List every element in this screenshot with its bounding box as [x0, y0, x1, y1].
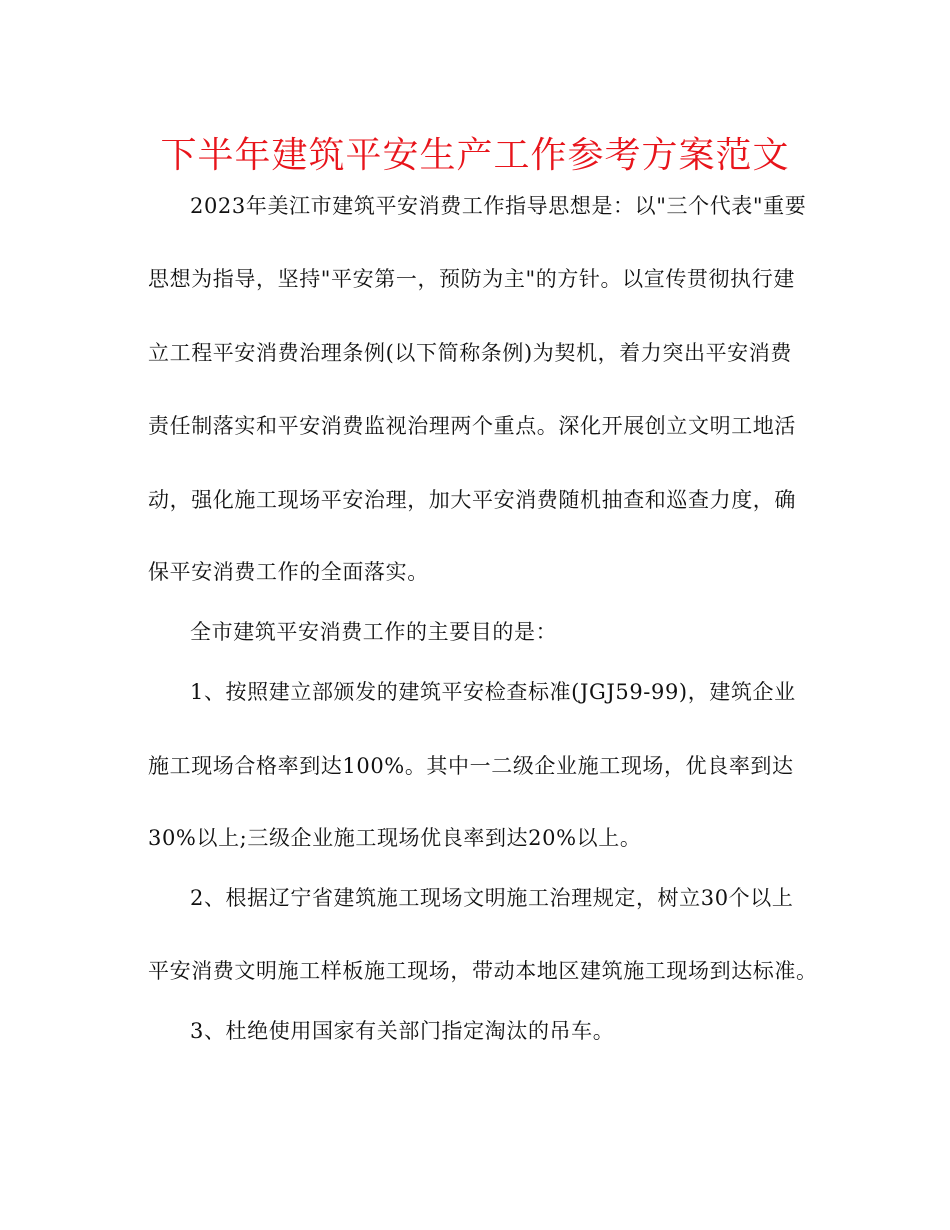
document-title: 下半年建筑平安生产工作参考方案范文 — [160, 135, 790, 176]
paragraph-line: 施工现场合格率到达100%。其中一二级企业施工现场，优良率到达 — [148, 754, 794, 778]
paragraph-line: 全市建筑平安消费工作的主要目的是： — [190, 620, 558, 644]
paragraph-line: 3、杜绝使用国家有关部门指定淘汰的吊车。 — [190, 1019, 615, 1043]
paragraph-line: 30%以上;三级企业施工现场优良率到达20%以上。 — [148, 826, 642, 850]
paragraph-line: 1、按照建立部颁发的建筑平安检查标准(JGJ59-99)，建筑企业 — [190, 680, 796, 704]
paragraph-line: 2023年美江市建筑平安消费工作指导思想是：以"三个代表"重要 — [190, 194, 807, 218]
paragraph-line: 动，强化施工现场平安治理，加大平安消费随机抽查和巡查力度，确 — [148, 488, 796, 512]
paragraph-line: 2、根据辽宁省建筑施工现场文明施工治理规定，树立30个以上 — [190, 886, 794, 910]
paragraph-line: 思想为指导，坚持"平安第一，预防为主"的方针。以宣传贯彻执行建 — [148, 267, 795, 291]
paragraph-line: 保平安消费工作的全面落实。 — [148, 560, 429, 584]
paragraph-line: 责任制落实和平安消费监视治理两个重点。深化开展创立文明工地活 — [148, 414, 796, 438]
paragraph-line: 平安消费文明施工样板施工现场，带动本地区建筑施工现场到达标准。 — [148, 959, 818, 983]
paragraph-line: 立工程平安消费治理条例(以下简称条例)为契机，着力突出平安消费 — [148, 341, 792, 365]
